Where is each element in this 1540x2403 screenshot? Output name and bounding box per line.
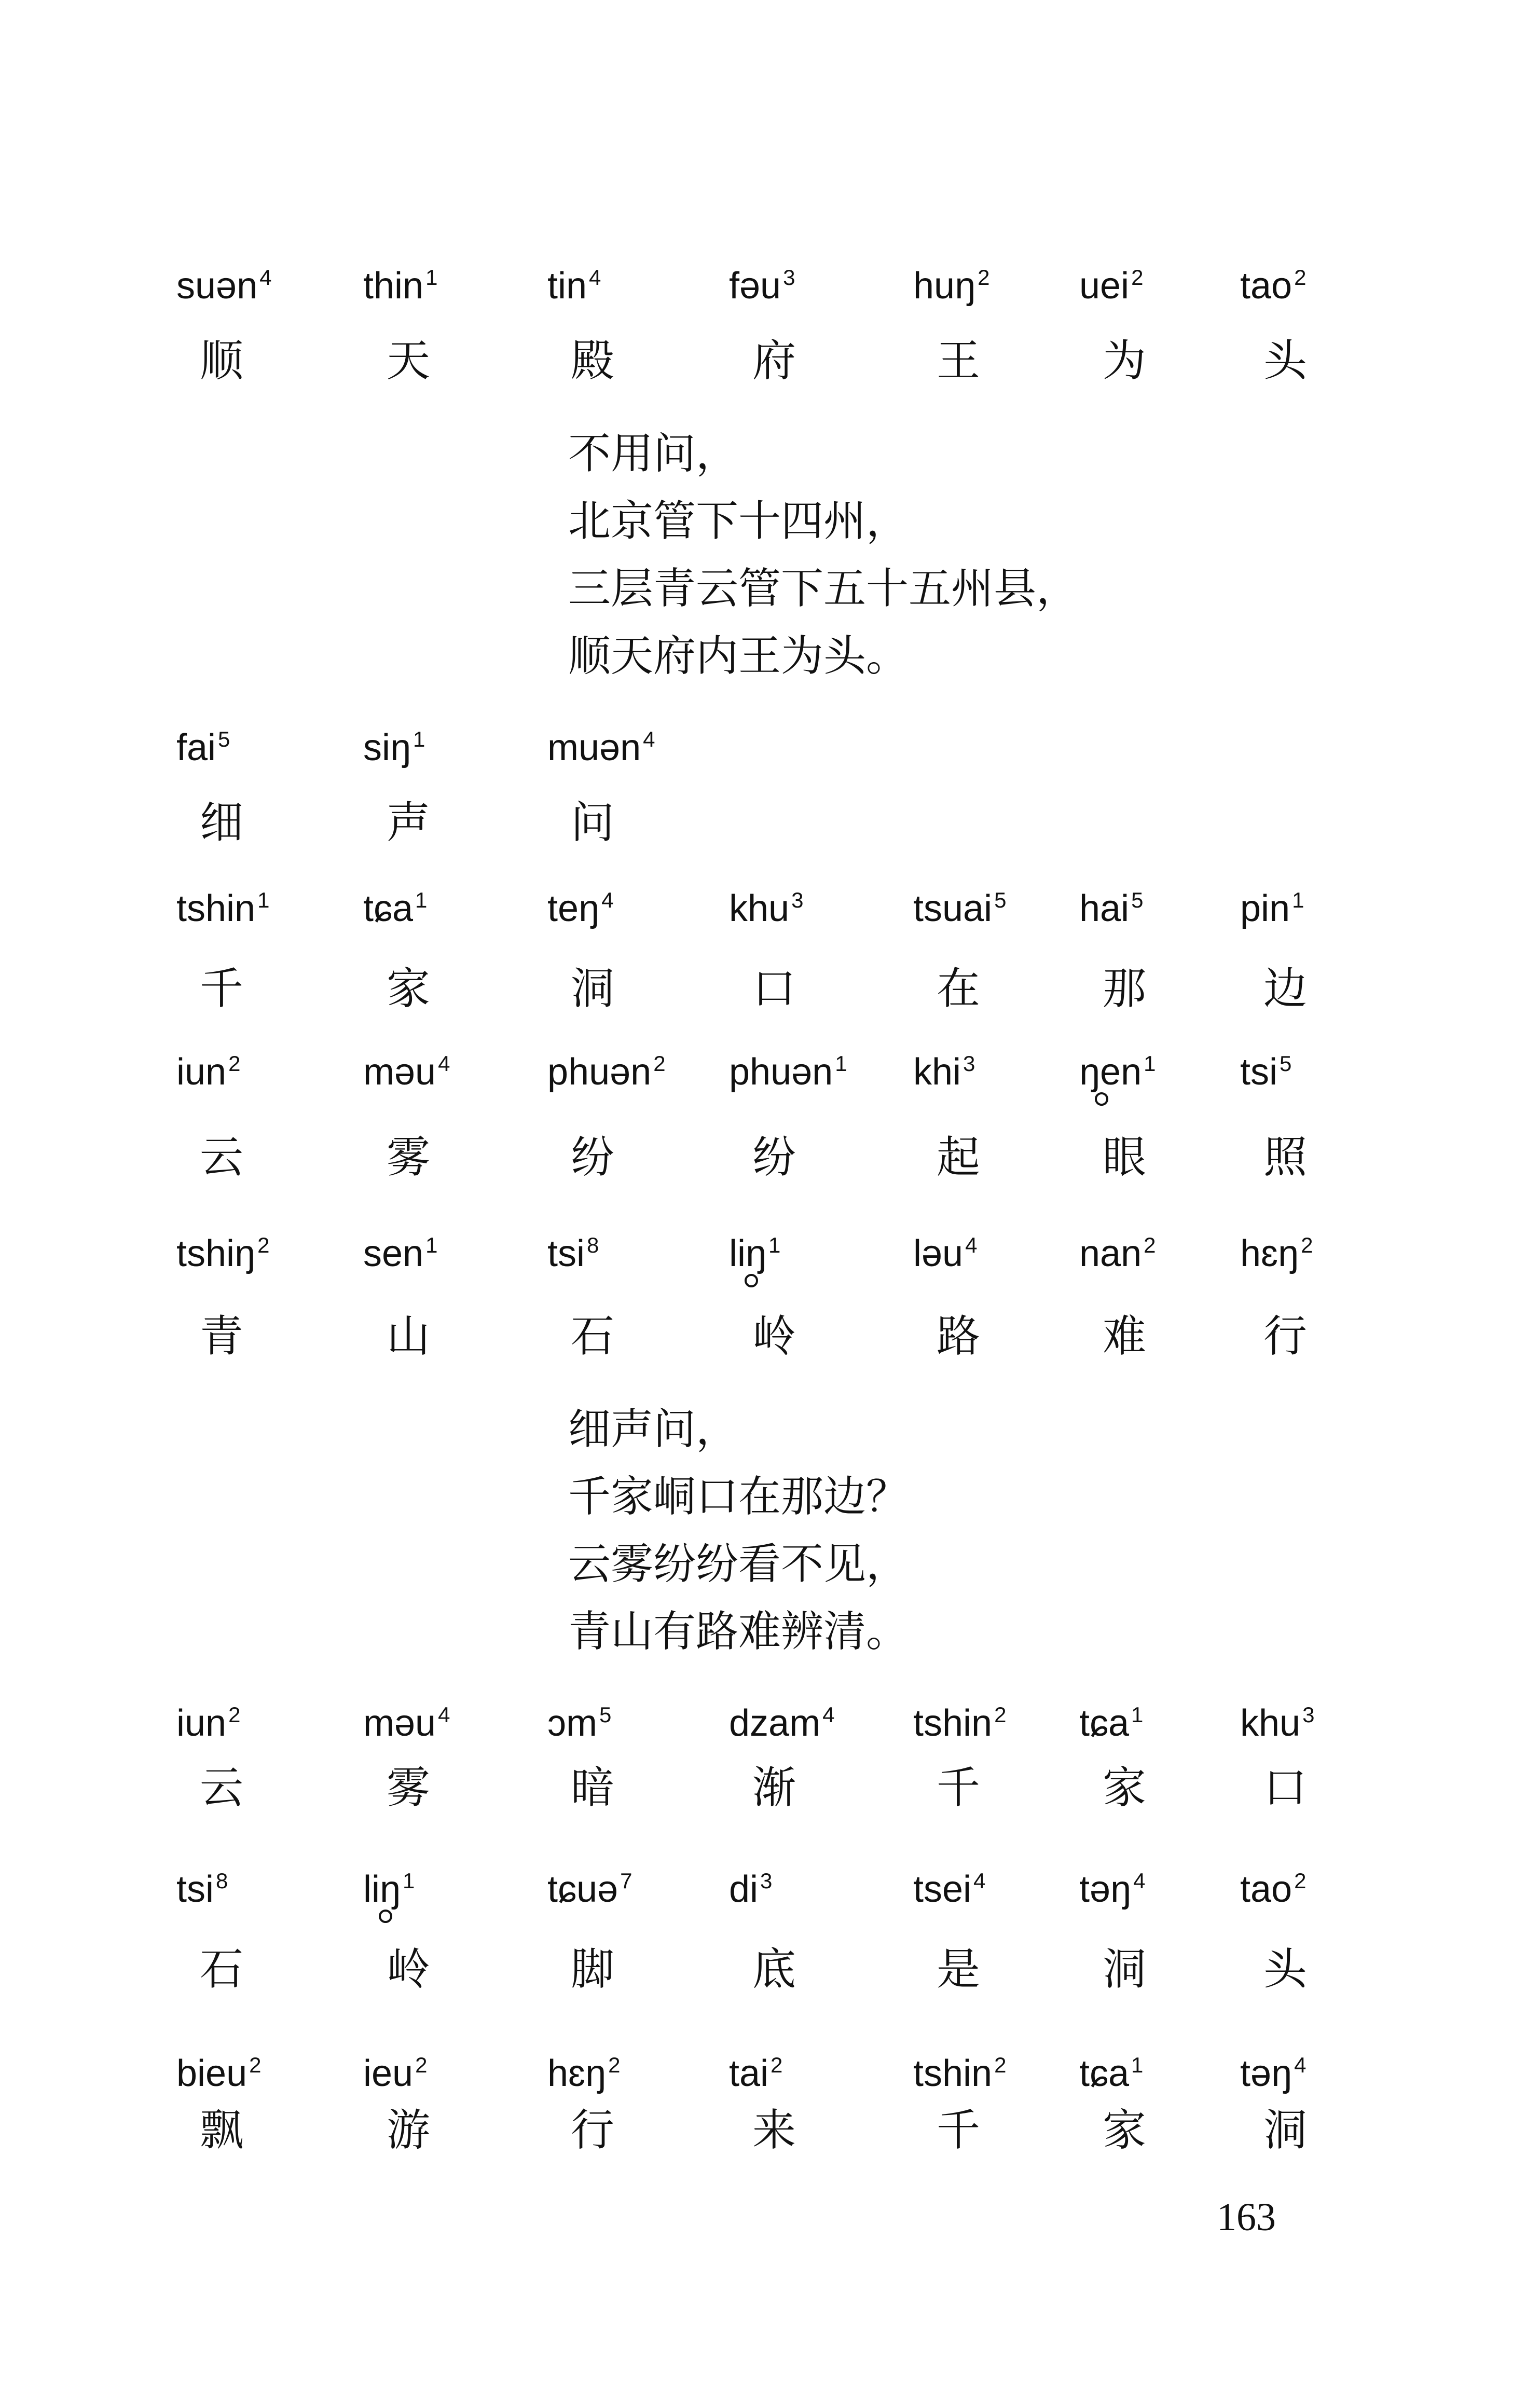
syllable-text: tɕa: [1079, 2053, 1130, 2094]
syllable-text: məu: [363, 1051, 436, 1093]
tone-circle-mark: [745, 1274, 758, 1287]
romanized-syllable: [913, 1686, 1006, 1752]
romanization-row: [0, 1217, 1540, 1274]
syllable-text: teŋ: [547, 888, 600, 929]
chinese-character: 殿: [571, 335, 615, 386]
tone-number: 8: [216, 1869, 228, 1893]
romanized-syllable: [363, 2037, 427, 2102]
verse-line: 不用问，: [568, 429, 739, 478]
romanization-row: [0, 1852, 1540, 1910]
tone-number: 2: [1131, 265, 1144, 290]
syllable-text: tɕuə: [547, 1869, 618, 1910]
syllable-text: məu: [363, 1702, 436, 1744]
syllable-text: pin: [1240, 888, 1290, 929]
syllable-text: tsei: [913, 1869, 972, 1910]
chinese-character: 口: [752, 963, 796, 1014]
chinese-character: 声: [387, 797, 431, 848]
tone-number: 1: [1144, 1051, 1156, 1076]
romanized-syllable: [1240, 1686, 1314, 1752]
syllable-text: muən: [547, 727, 641, 768]
romanization-row: [0, 872, 1540, 929]
chinese-character: 那: [1103, 963, 1147, 1014]
romanized-syllable: [913, 872, 1006, 937]
chinese-character: 问: [571, 797, 615, 848]
romanized-syllable: [729, 1217, 780, 1282]
tone-number: 4: [822, 1702, 835, 1727]
chinese-character: 眼: [1103, 1132, 1147, 1183]
chinese-character: 洞: [1103, 1944, 1147, 1995]
romanized-syllable: [729, 872, 803, 937]
romanized-syllable: [729, 2037, 782, 2102]
chinese-character: 路: [937, 1311, 981, 1362]
tone-number: 2: [257, 1233, 270, 1257]
romanized-syllable: [729, 1686, 834, 1752]
romanization-row: [0, 249, 1540, 306]
romanized-syllable: [913, 1035, 975, 1101]
romanized-syllable: [913, 249, 990, 314]
romanized-syllable: [547, 711, 655, 776]
tone-number: 3: [783, 265, 795, 290]
romanized-syllable: [1079, 249, 1143, 314]
chinese-gloss-row: [0, 794, 1540, 851]
syllable-text: khi: [913, 1051, 961, 1093]
syllable-text: tao: [1240, 265, 1292, 307]
syllable-text: tshin: [176, 888, 256, 929]
chinese-character: 飘: [200, 2105, 244, 2155]
romanized-syllable: [1079, 1035, 1156, 1101]
tone-number: 5: [599, 1702, 612, 1727]
chinese-character: 家: [1103, 1762, 1147, 1813]
verse-translation: [568, 1396, 909, 1666]
tone-circle-mark: [379, 1910, 392, 1923]
romanized-syllable: [547, 249, 601, 314]
romanized-syllable: [176, 1035, 240, 1101]
chinese-character: 青: [200, 1311, 244, 1362]
chinese-character: 家: [1103, 2105, 1147, 2155]
chinese-character: 天: [387, 335, 431, 386]
chinese-character: 王: [937, 335, 981, 386]
romanized-syllable: [363, 1217, 437, 1282]
tone-number: 7: [620, 1869, 632, 1893]
tone-circle-mark: [1095, 1092, 1108, 1106]
romanized-syllable: [176, 1217, 269, 1282]
chinese-character: 照: [1263, 1132, 1308, 1183]
tone-number: 8: [587, 1233, 599, 1257]
syllable-text: hai: [1079, 888, 1130, 929]
tone-number: 2: [771, 2053, 783, 2077]
tone-number: 3: [1302, 1702, 1315, 1727]
tone-number: 1: [1131, 1702, 1144, 1727]
romanization-row: [0, 1686, 1540, 1743]
romanized-syllable: [1079, 1852, 1145, 1918]
chinese-gloss-row: [0, 1941, 1540, 1998]
romanized-syllable: [363, 1852, 415, 1918]
chinese-character: 游: [387, 2105, 431, 2155]
syllable-text: suən: [176, 265, 258, 307]
romanized-syllable: [1240, 2037, 1306, 2102]
romanized-syllable: [363, 711, 425, 776]
chinese-character: 云: [200, 1132, 244, 1183]
chinese-character: 为: [1103, 335, 1147, 386]
syllable-text: tshiŋ: [176, 1233, 256, 1274]
romanized-syllable: [913, 2037, 1006, 2102]
romanized-syllable: [176, 2037, 261, 2102]
romanized-syllable: [176, 1686, 240, 1752]
syllable-text: tai: [729, 2053, 769, 2094]
chinese-character: 千: [937, 1762, 981, 1813]
romanized-syllable: [176, 249, 272, 314]
romanized-syllable: [1079, 2037, 1143, 2102]
tone-number: 3: [760, 1869, 773, 1893]
chinese-character: 是: [937, 1944, 981, 1995]
romanized-syllable: [913, 1217, 977, 1282]
syllable-text: bieu: [176, 2053, 248, 2094]
romanized-syllable: [363, 1686, 450, 1752]
syllable-text: phuən: [547, 1051, 652, 1093]
syllable-text: ləu: [913, 1233, 964, 1274]
chinese-character: 千: [937, 2105, 981, 2155]
chinese-character: 雾: [387, 1132, 431, 1183]
syllable-text: tin: [547, 265, 587, 307]
syllable-text: liŋ: [729, 1233, 767, 1274]
tone-number: 4: [438, 1051, 450, 1076]
chinese-gloss-row: [0, 2102, 1540, 2159]
verse-line: 北京管下十四州，: [568, 497, 909, 546]
tone-number: 1: [1131, 2053, 1144, 2077]
chinese-character: 府: [752, 335, 796, 386]
syllable-text: fai: [176, 727, 216, 768]
tone-number: 2: [249, 2053, 262, 2077]
romanization-row: [0, 711, 1540, 768]
syllable-text: tsi: [176, 1869, 214, 1910]
chinese-character: 家: [387, 963, 431, 1014]
tone-number: 2: [228, 1051, 241, 1076]
chinese-character: 脚: [571, 1944, 615, 1995]
syllable-text: tsuai: [913, 888, 993, 929]
syllable-text: fəu: [729, 265, 781, 307]
tone-number: 2: [228, 1702, 241, 1727]
romanized-syllable: [547, 2037, 620, 2102]
syllable-text: tao: [1240, 1869, 1292, 1910]
chinese-gloss-row: [0, 1308, 1540, 1365]
romanized-syllable: [729, 1035, 847, 1101]
syllable-text: ɔm: [547, 1702, 597, 1744]
tone-number: 5: [218, 727, 230, 751]
tone-number: 4: [1133, 1869, 1146, 1893]
chinese-character: 行: [1263, 1311, 1308, 1362]
chinese-character: 在: [937, 963, 981, 1014]
chinese-character: 头: [1263, 1944, 1308, 1995]
tone-number: 2: [994, 1702, 1007, 1727]
chinese-character: 暗: [571, 1762, 615, 1813]
syllable-text: khu: [729, 888, 790, 929]
verse-line: 云雾纷纷看不见，: [568, 1540, 909, 1589]
chinese-character: 洞: [1263, 2105, 1308, 2155]
chinese-character: 岭: [387, 1944, 431, 1995]
romanized-syllable: [363, 249, 437, 314]
syllable-text: tɕa: [1079, 1702, 1130, 1744]
tone-number: 2: [994, 2053, 1007, 2077]
verse-translation: [568, 420, 1079, 690]
tone-number: 5: [994, 888, 1007, 912]
romanized-syllable: [547, 1852, 632, 1918]
romanized-syllable: [176, 711, 230, 776]
syllable-text: tshin: [913, 1702, 993, 1744]
chinese-character: 边: [1263, 963, 1308, 1014]
chinese-character: 岭: [752, 1311, 796, 1362]
chinese-gloss-row: [0, 332, 1540, 389]
chinese-character: 顺: [200, 335, 244, 386]
syllable-text: nan: [1079, 1233, 1142, 1274]
syllable-text: hɛŋ: [547, 2053, 607, 2094]
syllable-text: thin: [363, 265, 424, 307]
syllable-text: huŋ: [913, 265, 976, 307]
romanized-syllable: [547, 872, 613, 937]
chinese-gloss-row: [0, 1759, 1540, 1816]
chinese-character: 细: [200, 797, 244, 848]
tone-number: 4: [973, 1869, 986, 1893]
verse-line: 顺天府内王为头。: [568, 631, 909, 681]
syllable-text: liŋ: [363, 1869, 401, 1910]
chinese-character: 石: [200, 1944, 244, 1995]
syllable-text: uei: [1079, 265, 1130, 307]
tone-number: 2: [978, 265, 990, 290]
tone-number: 2: [1301, 1233, 1313, 1257]
romanized-syllable: [176, 872, 269, 937]
romanized-syllable: [1240, 872, 1304, 937]
syllable-text: di: [729, 1869, 759, 1910]
romanized-syllable: [363, 872, 427, 937]
tone-number: 2: [608, 2053, 621, 2077]
tone-number: 5: [1280, 1051, 1292, 1076]
tone-number: 1: [835, 1051, 847, 1076]
chinese-character: 口: [1263, 1762, 1308, 1813]
syllable-text: siŋ: [363, 727, 411, 768]
romanized-syllable: [1079, 1217, 1156, 1282]
tone-number: 2: [415, 2053, 428, 2077]
chinese-character: 雾: [387, 1762, 431, 1813]
romanized-syllable: [176, 1852, 228, 1918]
tone-number: 1: [257, 888, 270, 912]
chinese-character: 纷: [752, 1132, 796, 1183]
romanized-syllable: [363, 1035, 450, 1101]
chinese-character: 千: [200, 963, 244, 1014]
tone-number: 2: [1294, 265, 1307, 290]
tone-number: 1: [415, 888, 428, 912]
tone-number: 1: [425, 265, 438, 290]
chinese-character: 难: [1103, 1311, 1147, 1362]
romanized-syllable: [729, 1852, 772, 1918]
verse-line: 青山有路难辨清。: [568, 1607, 909, 1656]
syllable-text: dzam: [729, 1702, 821, 1744]
chinese-gloss-row: [0, 960, 1540, 1017]
syllable-text: təŋ: [1240, 2053, 1292, 2094]
chinese-character: 云: [200, 1762, 244, 1813]
chinese-gloss-row: [0, 1129, 1540, 1186]
chinese-character: 石: [571, 1311, 615, 1362]
romanized-syllable: [1240, 1217, 1313, 1282]
romanized-syllable: [1240, 249, 1306, 314]
tone-number: 1: [425, 1233, 438, 1257]
page-number: 163: [1217, 2195, 1276, 2239]
tone-number: 4: [601, 888, 614, 912]
romanized-syllable: [1079, 872, 1143, 937]
romanized-syllable: [1240, 1035, 1291, 1101]
syllable-text: ieu: [363, 2053, 414, 2094]
romanized-syllable: [547, 1686, 611, 1752]
romanized-syllable: [1240, 1852, 1306, 1918]
syllable-text: iun: [176, 1702, 227, 1744]
verse-line: 千家峒口在那边？: [568, 1472, 909, 1521]
syllable-text: iun: [176, 1051, 227, 1093]
syllable-text: tsi: [1240, 1051, 1277, 1093]
romanized-syllable: [547, 1035, 666, 1101]
chinese-character: 来: [752, 2105, 796, 2155]
syllable-text: sen: [363, 1233, 424, 1274]
chinese-character: 起: [937, 1132, 981, 1183]
tone-number: 4: [965, 1233, 978, 1257]
chinese-character: 行: [571, 2105, 615, 2155]
tone-number: 2: [1294, 1869, 1307, 1893]
chinese-character: 头: [1263, 335, 1308, 386]
tone-number: 4: [259, 265, 272, 290]
tone-number: 3: [963, 1051, 975, 1076]
tone-number: 1: [768, 1233, 781, 1257]
romanized-syllable: [547, 1217, 599, 1282]
chinese-character: 纷: [571, 1132, 615, 1183]
tone-number: 4: [1294, 2053, 1307, 2077]
romanized-syllable: [1079, 1686, 1143, 1752]
tone-number: 4: [589, 265, 601, 290]
tone-number: 1: [1292, 888, 1304, 912]
tone-number: 2: [1144, 1233, 1156, 1257]
syllable-text: tshin: [913, 2053, 993, 2094]
chinese-character: 底: [752, 1944, 796, 1995]
chinese-character: 山: [387, 1311, 431, 1362]
syllable-text: tɕa: [363, 888, 414, 929]
syllable-text: phuən: [729, 1051, 833, 1093]
tone-number: 1: [403, 1869, 415, 1893]
syllable-text: tsi: [547, 1233, 585, 1274]
tone-number: 4: [438, 1702, 450, 1727]
verse-line: 细声问，: [568, 1405, 739, 1454]
romanized-syllable: [913, 1852, 985, 1918]
chinese-character: 渐: [752, 1762, 796, 1813]
tone-number: 5: [1131, 888, 1144, 912]
tone-number: 3: [791, 888, 804, 912]
syllable-text: khu: [1240, 1702, 1301, 1744]
tone-number: 4: [643, 727, 655, 751]
romanization-row: [0, 1035, 1540, 1092]
chinese-character: 洞: [571, 963, 615, 1014]
tone-number: 1: [413, 727, 425, 751]
syllable-text: ŋen: [1079, 1051, 1142, 1093]
syllable-text: təŋ: [1079, 1869, 1132, 1910]
romanization-row: [0, 2037, 1540, 2094]
verse-line: 三层青云管下五十五州县，: [568, 564, 1079, 613]
tone-number: 2: [653, 1051, 666, 1076]
romanized-syllable: [729, 249, 795, 314]
syllable-text: hɛŋ: [1240, 1233, 1299, 1274]
